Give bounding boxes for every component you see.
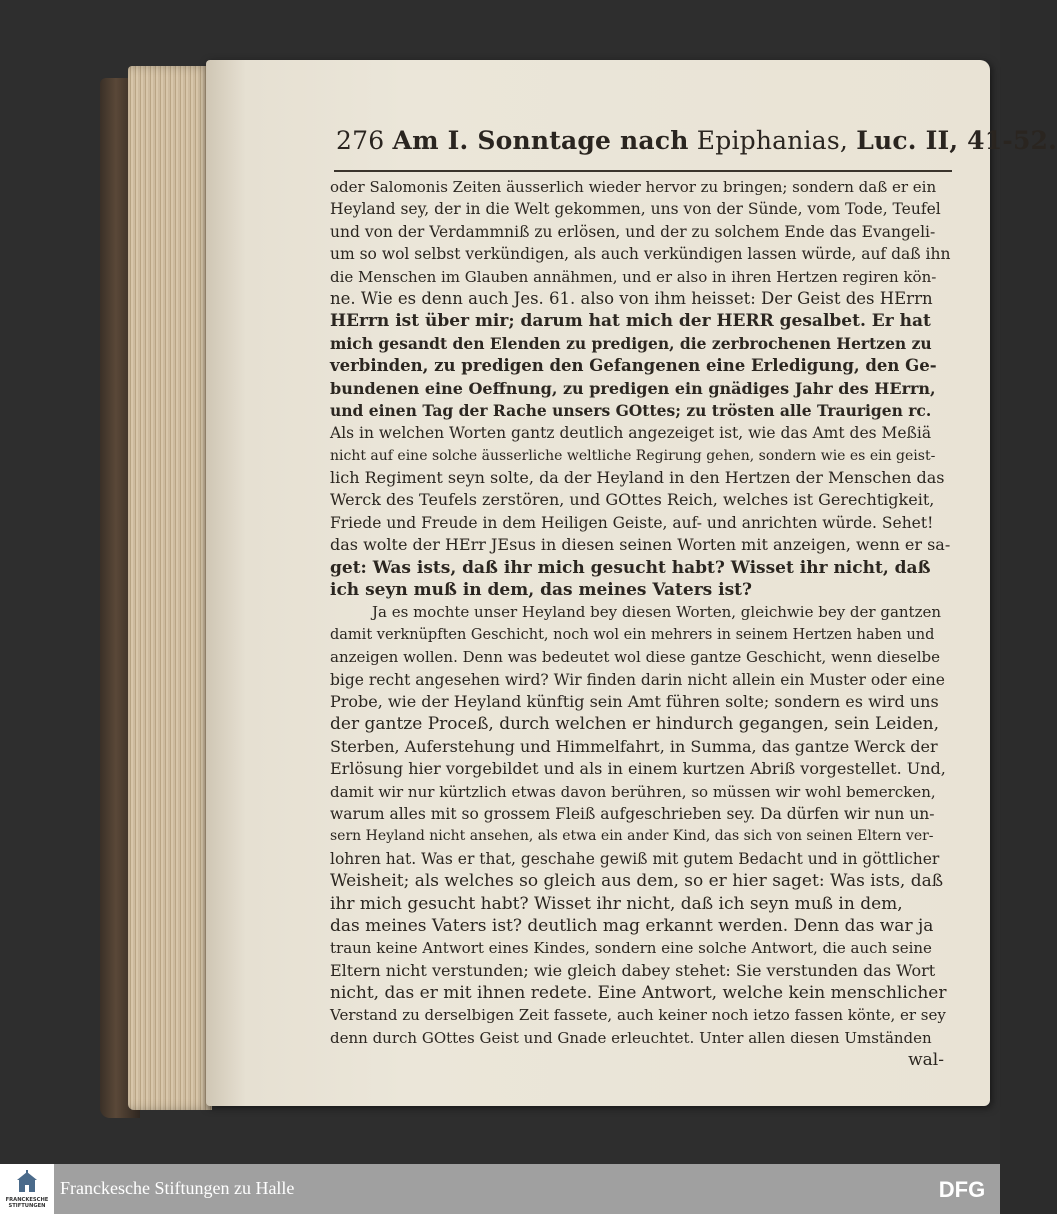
page-edges <box>128 66 212 1110</box>
text-line: Probe, wie der Heyland künftig sein Amt führen solte; sondern es wird uns <box>330 691 939 711</box>
header-title: Am I. Sonntage nach <box>392 126 689 155</box>
text-line: traun keine Antwort eines Kindes, sondern eine solche Antwort, die auch seine <box>330 939 932 958</box>
text-line: Sterben, Auferstehung und Himmelfahrt, in Summa, das gantze Werck der <box>330 736 938 756</box>
dfg-logo-text: DFG <box>938 1177 986 1202</box>
text-line: und von der Verdammniß zu erlösen, und der zu solchem Ende das Evangeli- <box>330 222 936 241</box>
text-line: anzeigen wollen. Denn was bedeutet wol diese gantze Geschicht, wenn dieselbe <box>330 648 940 667</box>
institution-logo[interactable] <box>0 1164 54 1214</box>
text-line: das meines Vaters ist? deutlich mag erkannt werden. Denn das war ja <box>330 915 934 936</box>
text-line: get: Was ists, daß ihr mich gesucht habt? Wisset ihr nicht, daß <box>330 557 931 578</box>
header-title-rest: Epiphanias, <box>696 126 849 155</box>
text-line: lohren hat. Was er that, geschahe gewiß mit gutem Bedacht und in göttlicher <box>330 849 940 868</box>
text-line: sern Heyland nicht ansehen, als etwa ein ander Kind, das sich von seinen Eltern ver- <box>330 828 934 845</box>
text-line: Heyland sey, der in die Welt gekommen, uns von der Sünde, vom Tode, Teufel <box>330 200 941 219</box>
text-line: warum alles mit so grossem Fleiß aufgeschrieben sey. Da dürfen wir nun un- <box>330 804 935 823</box>
text-line: um so wol selbst verkündigen, als auch verkündigen lassen würde, auf daß ihn <box>330 245 951 264</box>
text-line: Friede und Freude in dem Heiligen Geiste, auf- und anrichten würde. Sehet! <box>330 513 934 532</box>
text-line: verbinden, zu predigen den Gefangenen eine Erledigung, den Ge- <box>330 356 937 376</box>
text-line: Werck des Teufels zerstören, und GOttes Reich, welches ist Gerechtigkeit, <box>330 490 935 510</box>
text-line: mich gesandt den Elenden zu predigen, die zerbrochenen Hertzen zu <box>330 333 932 353</box>
building-icon <box>17 1170 37 1194</box>
text-line: bundenen eine Oeffnung, zu predigen ein gnädiges Jahr des HErrn, <box>330 378 936 398</box>
text-line: Verstand zu derselbigen Zeit fassete, auch keiner noch ietzo fassen könte, er sey <box>330 1006 946 1025</box>
text-line: bige recht angesehen wird? Wir finden darin nicht allein ein Muster oder eine <box>330 670 945 689</box>
text-line: die Menschen im Glauben annähmen, und er also in ihren Hertzen regiren kön- <box>330 267 937 286</box>
text-line: ihr mich gesucht habt? Wisset ihr nicht, daß ich seyn muß in dem, <box>330 893 903 914</box>
catchword: wal- <box>908 1050 944 1071</box>
body-text <box>330 176 950 1072</box>
institution-name[interactable]: Franckesche Stiftungen zu Halle <box>60 1178 295 1198</box>
header-rule <box>334 170 952 172</box>
text-line: Weisheit; als welches so gleich aus dem, so er hier saget: Was ists, daß <box>330 871 944 892</box>
text-line: nicht auf eine solche äusserliche weltliche Regirung gehen, sondern wie es ein geist- <box>330 447 936 464</box>
text-line: Als in welchen Worten gantz deutlich angezeiget ist, wie das Amt des Meßiä <box>330 424 932 443</box>
text-line: und einen Tag der Rache unsers GOttes; zu trösten alle Traurigen rc. <box>330 400 932 420</box>
text-line: oder Salomonis Zeiten äusserlich wieder hervor zu bringen; sondern daß er ein <box>330 178 937 196</box>
text-line: nicht, das er mit ihnen redete. Eine Antwort, welche kein menschlicher <box>330 983 947 1004</box>
text-line: ne. Wie es denn auch Jes. 61. also von ihm heisset: Der Geist des HErrn <box>330 288 933 308</box>
text-line: HErrn ist über mir; darum hat mich der HERR gesalbet. Er hat <box>330 311 931 332</box>
dfg-logo[interactable] <box>934 1176 990 1202</box>
page-number: 276 <box>336 126 385 155</box>
text-line: Erlösung hier vorgebildet und als in einem kurtzen Abriß vorgestellet. Und, <box>330 759 946 779</box>
footer-bar <box>0 1164 1000 1214</box>
text-line: Ja es mochte unser Heyland bey diesen Worten, gleichwie bey der gantzen <box>372 603 942 622</box>
text-line: lich Regiment seyn solte, da der Heyland in den Hertzen der Menschen das <box>330 468 945 488</box>
logo-caption: FRANCKESCHE STIFTUNGEN <box>5 1197 49 1209</box>
running-header <box>336 126 1057 155</box>
text-line: das wolte der HErr JEsus in diesen seinen Worten mit anzeigen, wenn er sa- <box>330 535 951 555</box>
text-line: damit verknüpften Geschicht, noch wol ein mehrers in seinem Hertzen haben und <box>330 626 935 643</box>
text-line: der gantze Proceß, durch welchen er hindurch gegangen, sein Leiden, <box>330 714 940 735</box>
scripture-reference: Luc. II, 41-52. <box>856 126 1057 155</box>
book-page <box>206 60 1057 1106</box>
text-line: denn durch GOttes Geist und Gnade erleuchtet. Unter allen diesen Umständen <box>330 1028 932 1047</box>
text-line: ich seyn muß in dem, das meines Vaters ist? <box>330 580 752 601</box>
text-line: Eltern nicht verstunden; wie gleich dabey stehet: Sie verstunden das Wort <box>330 960 936 980</box>
text-line: damit wir nur kürtzlich etwas davon berühren, so müssen wir wohl bemercken, <box>330 782 936 801</box>
